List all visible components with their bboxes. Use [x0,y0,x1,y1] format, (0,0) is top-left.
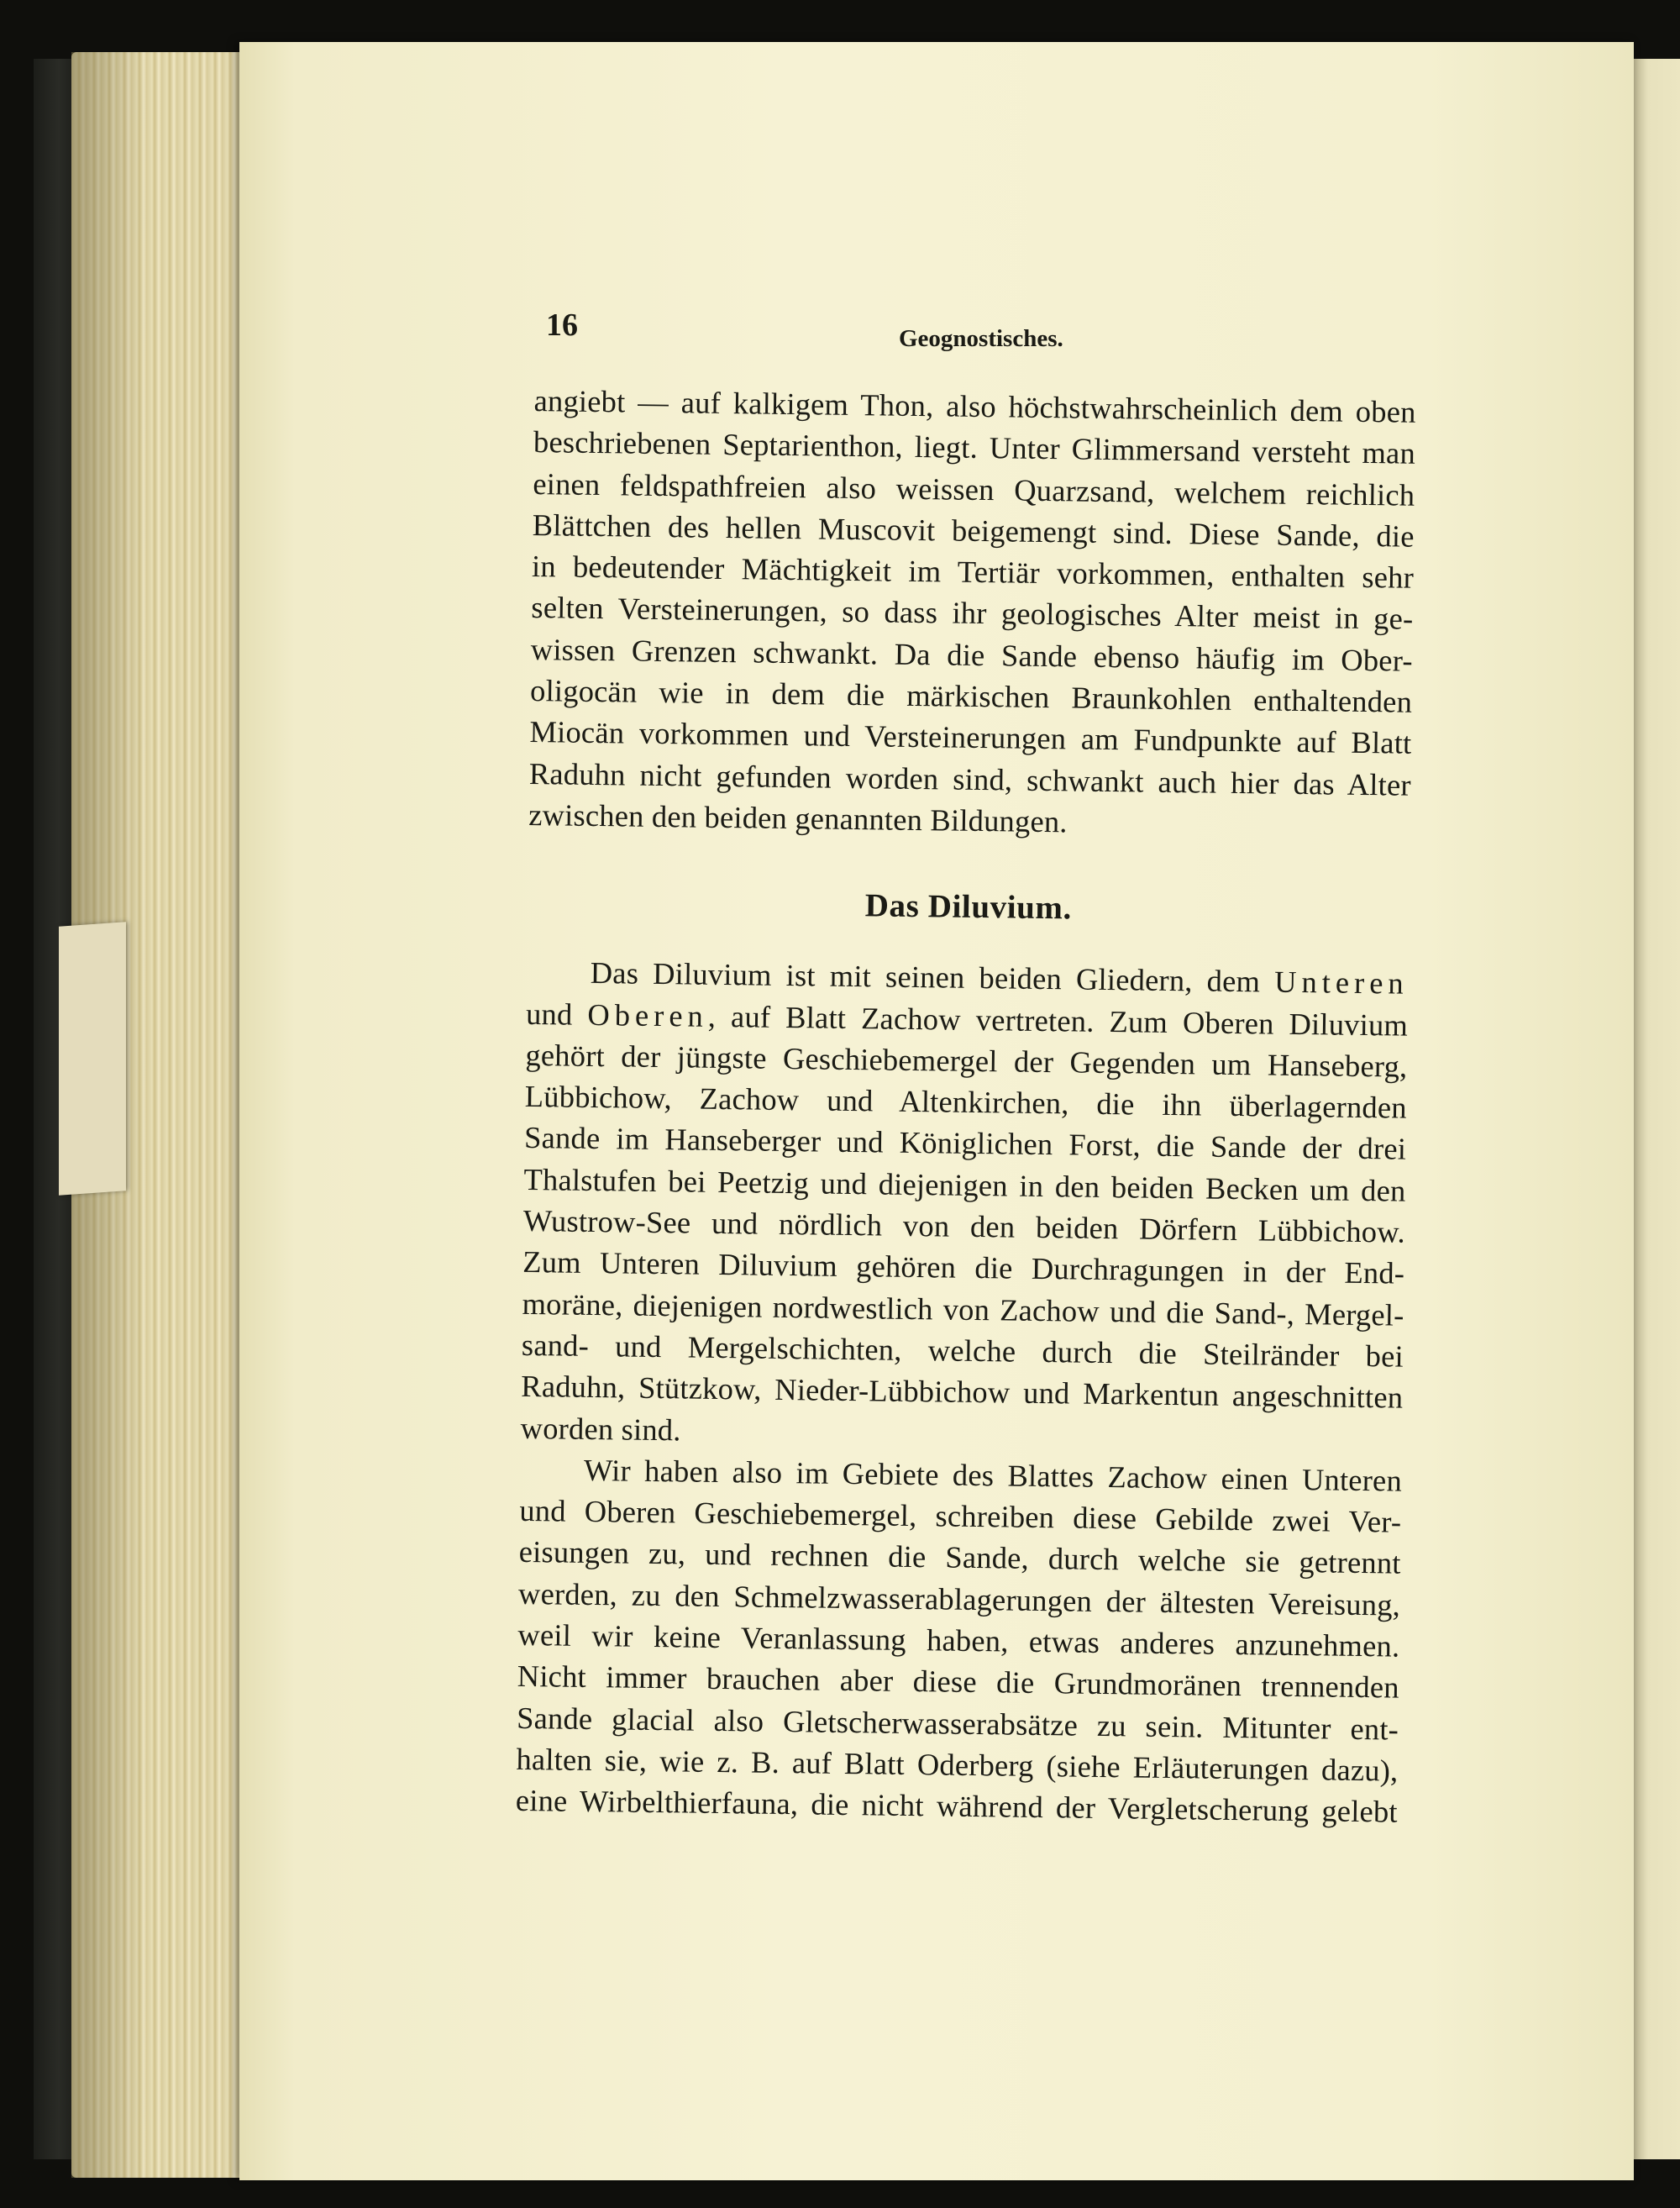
text-line: oligocän wie in dem die märkischen Braunkohlen enthaltenden [529,673,1413,719]
text-line: Wustrow-See und nördlich von den beiden Dörfern Lübbichow. [522,1202,1406,1249]
text-line: halten sie, wie z. B. auf Blatt Oderberg (siehe Erläuterungen dazu), [516,1741,1399,1788]
text-line: Raduhn nicht gefunden worden sind, schwankt auch hier das Alter [528,755,1412,802]
torn-page-flap [59,922,126,1196]
text-line: angiebt — auf kalkigem Thon, also höchstwahrscheinlich dem oben [533,382,1416,429]
text-line: eisungen zu, und rechnen die Sande, durch welche sie getrennt [518,1534,1401,1581]
text-line: Sande glacial also Gletscherwasserabsätze zu sein. Mitunter ent- [516,1700,1399,1747]
text-line: wissen Grenzen schwankt. Da die Sande ebenso häufig im Ober- [530,631,1413,678]
page-number: 16 [546,308,578,343]
text-line: Nicht immer brauchen aber diese die Grundmoränen trennenden [517,1659,1399,1705]
text-line: Lübbichow, Zachow und Altenkirchen, die ihn überlagernden [524,1079,1408,1125]
text-line: gehört der jüngste Geschiebemergel der Gegenden um Hanseberg, [525,1037,1408,1084]
paragraph-3 [516,1448,1403,1832]
text-line: Raduhn, Stützkow, Nieder-Lübbichow und Markentun angeschnitten [521,1369,1404,1415]
spaced-term: Unteren [1273,964,1409,1001]
text-line: Sande im Hanseberger und Königlichen Forst, die Sande der drei [523,1120,1407,1167]
running-head-title: Geognostisches. [899,325,1063,352]
text-line: einen feldspathfreien also weissen Quarzsand, welchem reichlich [533,465,1415,513]
section-heading: Das Diluvium. [864,887,1073,927]
text-line: zwischen den beiden genannten Bildungen. [528,796,1068,839]
text-segment: und [525,996,573,1032]
text-line: sand- und Mergelschichten, welche durch die Steilränder bei [521,1327,1404,1374]
text-line: Blättchen des hellen Muscovit beigemengt sind. Diese Sande, die [532,507,1415,554]
next-page-edge [1634,59,1680,2159]
text-line: und Oberen Geschiebemergel, schreiben diese Gebilde zwei Ver- [519,1493,1402,1539]
text-line: Thalstufen bei Peetzig und diejenigen in den beiden Becken um den [523,1161,1406,1208]
text-line: in bedeutender Mächtigkeit im Tertiär vorkommen, enthalten sehr [531,549,1415,595]
text-line: worden sind. [520,1410,681,1447]
text-line: werden, zu den Schmelzwasserablagerungen der ältesten Vereisung, [517,1575,1401,1622]
text-line: weil wir keine Veranlassung haben, etwas anderes anzunehmen. [517,1617,1400,1664]
text-segment: Das Diluvium ist mit seinen beiden Gliedern, dem [590,955,1261,999]
text-line: eine Wirbelthierfauna, die nicht während der Vergletscherung gelebt [515,1783,1399,1829]
text-segment: , auf Blatt Zachow vertreten. Zum Oberen Diluvium [707,998,1409,1043]
text-line: Wir haben also im Gebiete des Blattes Zachow einen Unteren [583,1452,1403,1498]
text-line: moräne, diejenigen nordwestlich von Zachow und die Sand-, Mergel- [522,1285,1404,1333]
text-line: Miocän vorkommen und Versteinerungen am Fundpunkte auf Blatt [529,714,1412,761]
text-line: Zum Unteren Diluvium gehören die Durchragungen in der End- [522,1244,1405,1291]
spaced-term: Oberen [587,996,709,1033]
text-line: beschriebenen Septarienthon, liegt. Unter Glimmersand versteht man [533,424,1416,471]
paragraph-2 [520,951,1409,1459]
paragraph-1 [528,380,1416,847]
body-text [516,380,1416,1832]
text-line: selten Versteinerungen, so dass ihr geologisches Alter meist in ge- [531,590,1414,637]
